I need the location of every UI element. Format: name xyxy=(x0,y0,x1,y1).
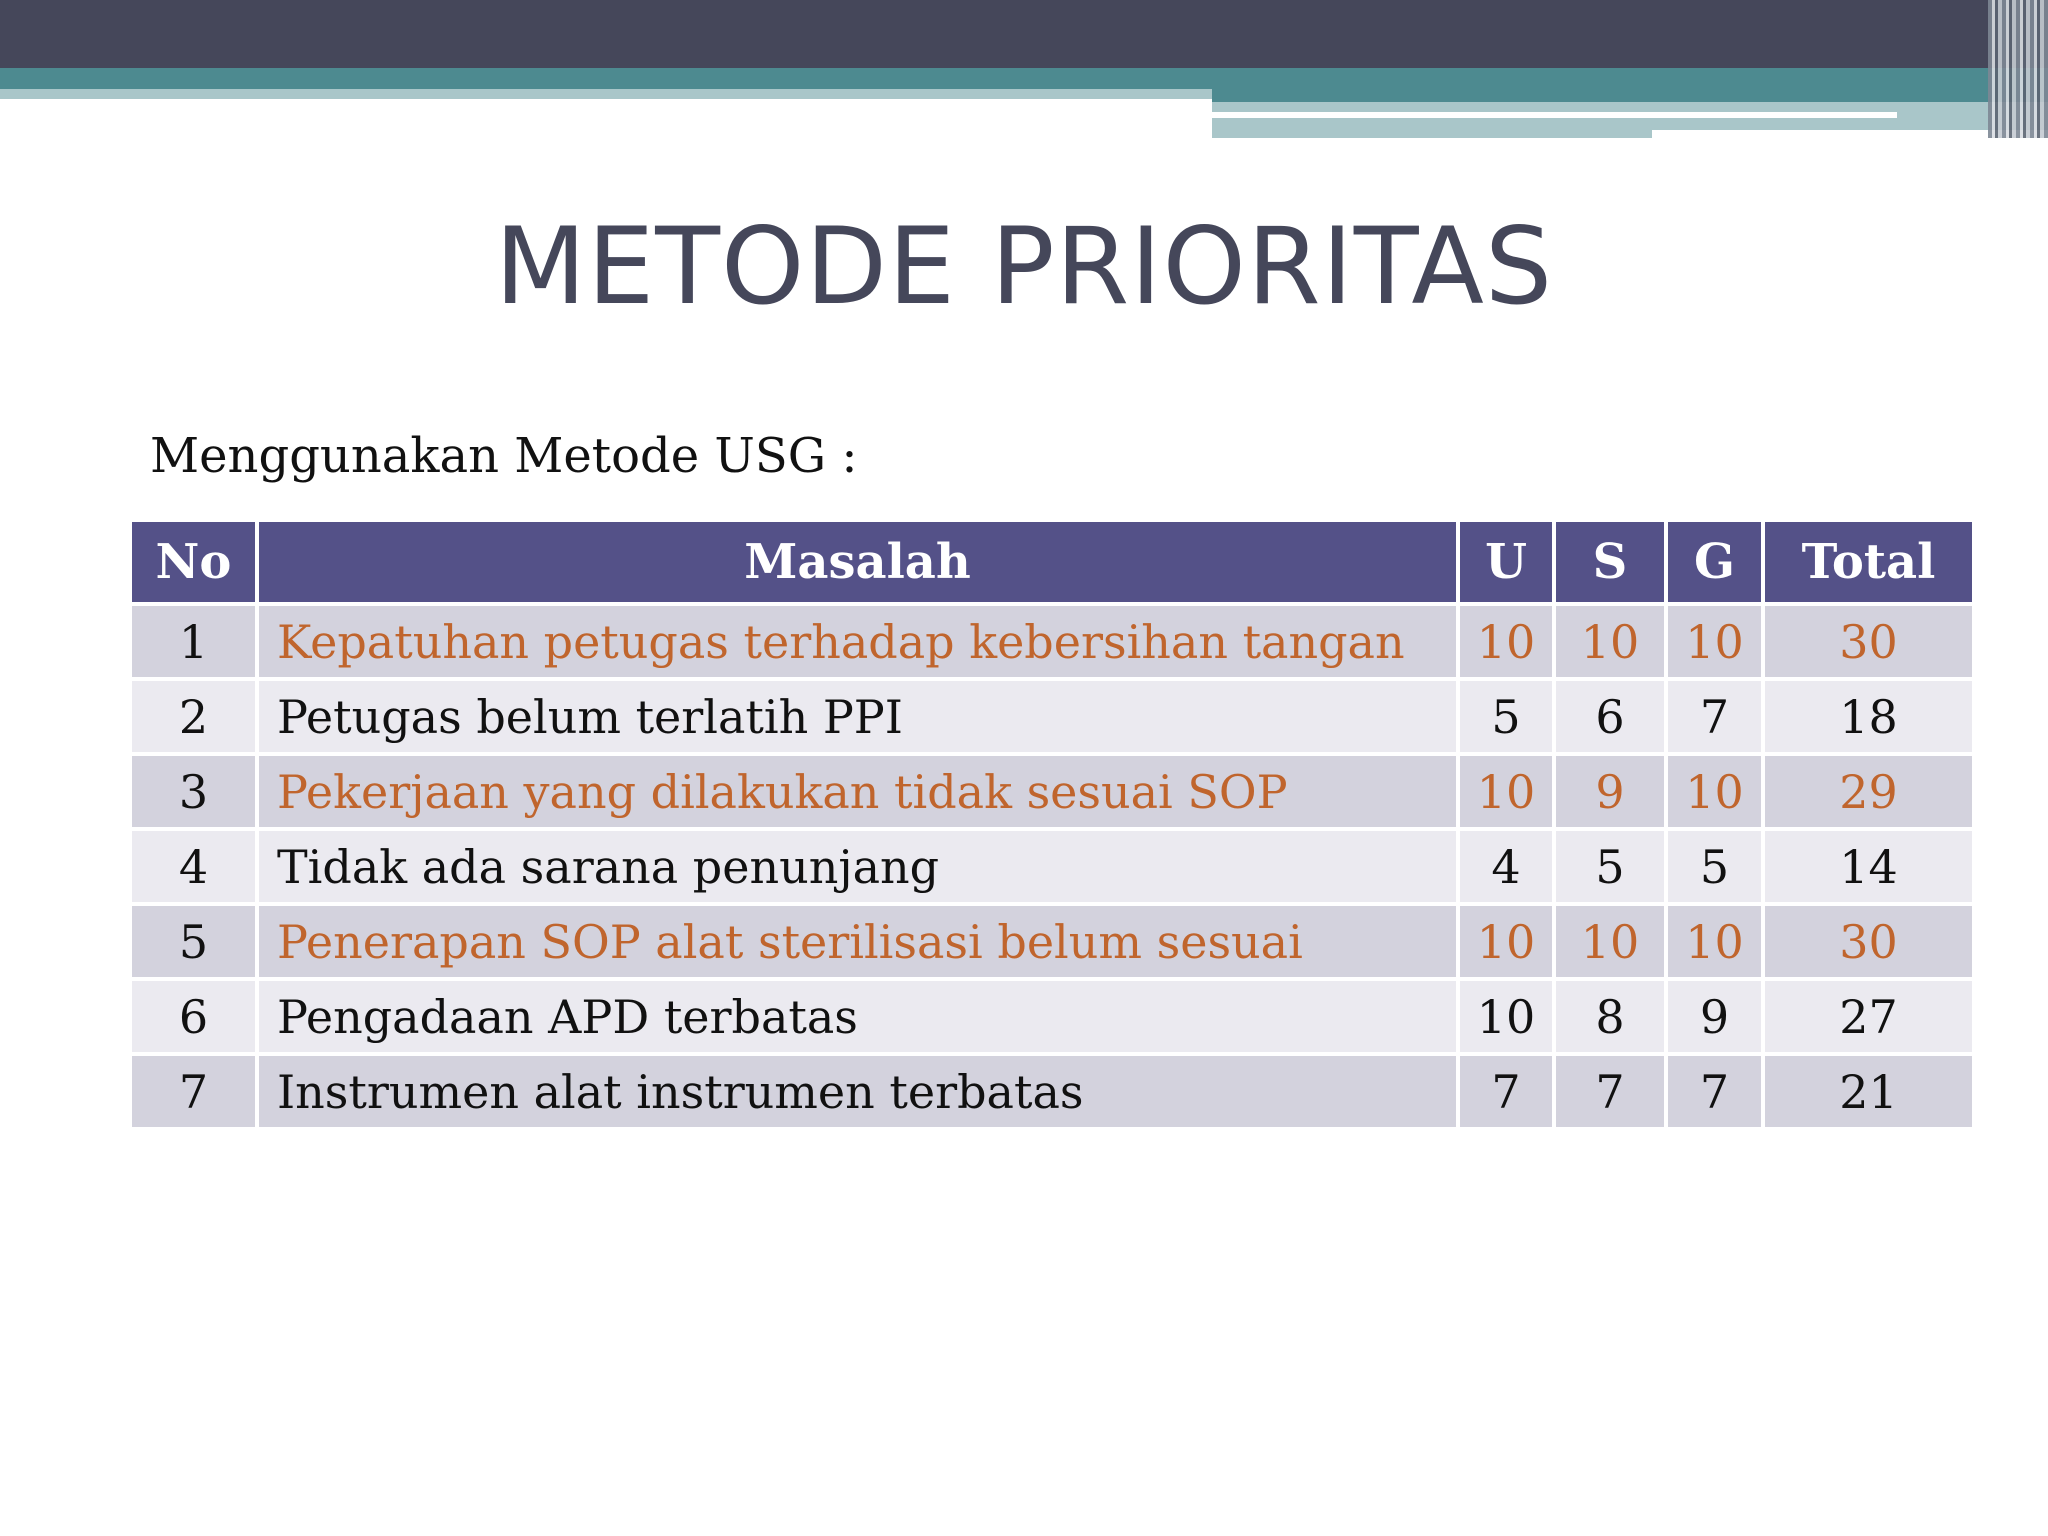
cell-s: 8 xyxy=(1554,979,1666,1054)
cell-total: 29 xyxy=(1763,754,1974,829)
cell-no: 5 xyxy=(130,904,257,979)
header-s: S xyxy=(1554,520,1666,604)
header-white-line xyxy=(1212,112,1897,118)
table-row xyxy=(130,1054,1974,1129)
cell-g: 10 xyxy=(1666,904,1763,979)
cell-total: 21 xyxy=(1763,1054,1974,1129)
cell-problem: Kepatuhan petugas terhadap kebersihan tangan xyxy=(257,604,1458,679)
cell-no: 4 xyxy=(130,829,257,904)
cell-total: 27 xyxy=(1763,979,1974,1054)
cell-u: 10 xyxy=(1458,979,1554,1054)
slide-subtitle: Menggunakan Metode USG : xyxy=(150,428,858,484)
cell-s: 10 xyxy=(1554,604,1666,679)
cell-problem: Tidak ada sarana penunjang xyxy=(257,829,1458,904)
cell-s: 10 xyxy=(1554,904,1666,979)
cell-s: 5 xyxy=(1554,829,1666,904)
table-row xyxy=(130,604,1974,679)
table-row xyxy=(130,979,1974,1054)
cell-g: 9 xyxy=(1666,979,1763,1054)
cell-total: 30 xyxy=(1763,604,1974,679)
cell-total: 30 xyxy=(1763,904,1974,979)
cell-no: 7 xyxy=(130,1054,257,1129)
cell-g: 7 xyxy=(1666,1054,1763,1129)
cell-g: 10 xyxy=(1666,604,1763,679)
header-bar-teal-right xyxy=(1212,68,2048,102)
cell-u: 10 xyxy=(1458,604,1554,679)
header-bar-teal-light-left xyxy=(0,89,1212,99)
cell-s: 7 xyxy=(1554,1054,1666,1129)
header-total: Total xyxy=(1763,520,1974,604)
header-vertical-stripes xyxy=(1988,0,2048,138)
header-no: No xyxy=(130,520,257,604)
cell-u: 7 xyxy=(1458,1054,1554,1129)
cell-u: 10 xyxy=(1458,904,1554,979)
table-header-row xyxy=(130,520,1974,604)
header-g: G xyxy=(1666,520,1763,604)
usg-table xyxy=(128,518,1976,1131)
cell-no: 2 xyxy=(130,679,257,754)
cell-s: 6 xyxy=(1554,679,1666,754)
cell-problem: Instrumen alat instrumen terbatas xyxy=(257,1054,1458,1129)
cell-total: 14 xyxy=(1763,829,1974,904)
cell-no: 6 xyxy=(130,979,257,1054)
header-bar-dark xyxy=(0,0,2048,68)
cell-u: 4 xyxy=(1458,829,1554,904)
cell-u: 5 xyxy=(1458,679,1554,754)
table-row xyxy=(130,829,1974,904)
cell-total: 18 xyxy=(1763,679,1974,754)
cell-problem: Penerapan SOP alat sterilisasi belum sesuai xyxy=(257,904,1458,979)
cell-problem: Petugas belum terlatih PPI xyxy=(257,679,1458,754)
cell-no: 1 xyxy=(130,604,257,679)
cell-g: 10 xyxy=(1666,754,1763,829)
cell-g: 5 xyxy=(1666,829,1763,904)
cell-s: 9 xyxy=(1554,754,1666,829)
header-u: U xyxy=(1458,520,1554,604)
cell-g: 7 xyxy=(1666,679,1763,754)
table-row xyxy=(130,679,1974,754)
table-row xyxy=(130,754,1974,829)
table-row xyxy=(130,904,1974,979)
cell-no: 3 xyxy=(130,754,257,829)
table-body xyxy=(130,604,1974,1129)
cell-problem: Pekerjaan yang dilakukan tidak sesuai SOP xyxy=(257,754,1458,829)
header-bar-teal-left xyxy=(0,68,1212,89)
header-problem: Masalah xyxy=(257,520,1458,604)
cell-u: 10 xyxy=(1458,754,1554,829)
slide-title: METODE PRIORITAS xyxy=(494,205,1554,328)
cell-problem: Pengadaan APD terbatas xyxy=(257,979,1458,1054)
